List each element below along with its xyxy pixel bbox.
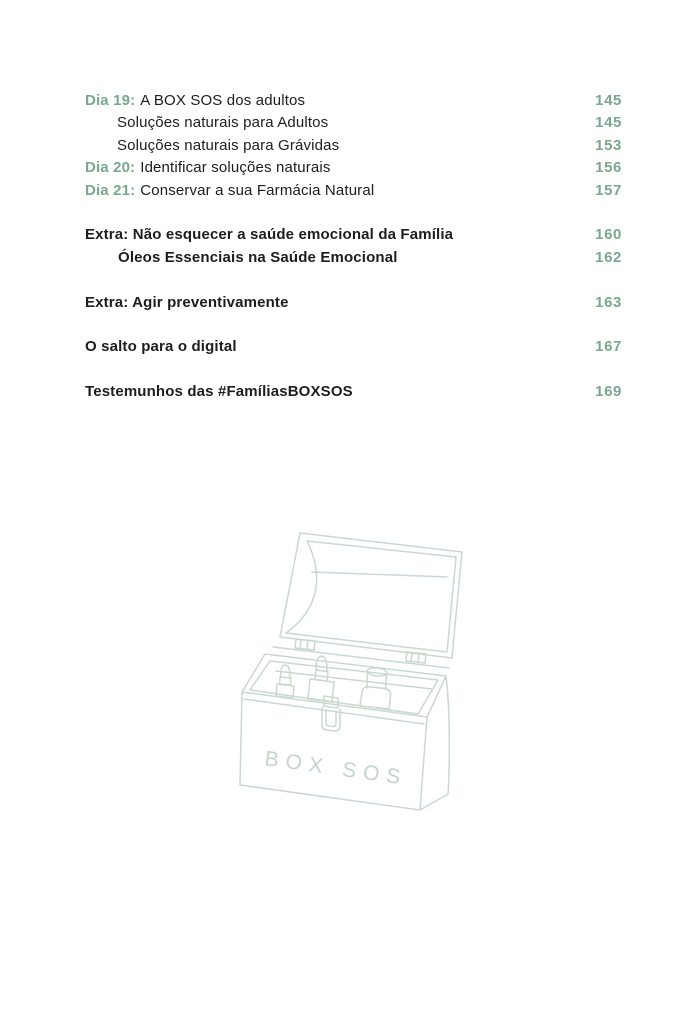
toc-entry-label (85, 224, 595, 246)
toc-entry-dia-20 (85, 157, 622, 179)
toc-entry-text: Extra: Não esquecer a saúde emocional da Família (85, 226, 454, 244)
toc-entry-extra-saude-emocional (85, 224, 622, 246)
hinge-left (295, 639, 315, 650)
toc-entry-text: A BOX SOS dos adultos (140, 92, 306, 109)
toc-page-number: 163 (595, 293, 622, 311)
toc-entry-dia-21 (85, 180, 622, 202)
toc-page-number: 145 (595, 114, 622, 132)
box-lid-outline (280, 533, 462, 658)
toc-entry-extra-agir (85, 292, 622, 314)
toc-page-number: 160 (595, 226, 622, 244)
box-lid-curve (286, 541, 317, 633)
toc-page-number: 169 (595, 383, 622, 401)
toc-entry-testemunhos (85, 381, 622, 403)
toc-page-number: 153 (595, 136, 622, 154)
toc-entry-label (85, 381, 595, 403)
toc-entry-prefix: Dia 19: (85, 92, 136, 109)
toc-page-number: 145 (595, 92, 622, 109)
box-lid-inner (286, 541, 456, 652)
toc-entry-text: Conservar a sua Farmácia Natural (140, 181, 375, 199)
toc-entry-text: Testemunhos das #FamíliasBOXSOS (85, 383, 353, 401)
toc-entry-prefix: Dia 21: (85, 181, 136, 199)
box-sos-illustration (228, 518, 478, 818)
toc-page-number: 156 (595, 159, 622, 177)
toc-entry-label (85, 336, 595, 358)
box-lid-crease (312, 572, 447, 577)
box-interior-line (276, 671, 432, 689)
bottle-middle-bulb (316, 656, 327, 671)
box-sos-caption: BOX SOS (263, 747, 409, 790)
toc-page-number: 157 (595, 181, 622, 199)
toc-entry-label (85, 90, 595, 112)
toc-entry-label (85, 180, 595, 202)
hinge-left-detail (300, 640, 308, 649)
toc-entry-salto-digital (85, 336, 622, 358)
toc-entry-solucoes-gravidas (85, 135, 622, 157)
toc-entry-label (85, 292, 595, 314)
toc-entry-prefix: Dia 20: (85, 159, 136, 177)
toc-entry-text: Óleos Essenciais na Saúde Emocional (118, 248, 398, 266)
hinge-right (406, 652, 426, 663)
toc-entry-label (85, 112, 595, 134)
toc-entry-label (85, 135, 595, 157)
toc-entry-oleos-essenciais (85, 247, 622, 269)
toc-entry-text: Soluções naturais para Adultos (117, 114, 329, 132)
toc-entry-text: O salto para o digital (85, 338, 237, 356)
toc-entry-text: Identificar soluções naturais (140, 159, 331, 177)
table-of-contents (85, 90, 622, 403)
toc-entry-label (85, 157, 595, 179)
toc-entry-solucoes-adultos (85, 112, 622, 134)
latch-inner (326, 710, 336, 727)
toc-entry-text: Soluções naturais para Grávidas (117, 136, 340, 154)
toc-entry-dia-19 (85, 90, 622, 112)
toc-entry-label (85, 247, 595, 269)
toc-entry-text: Extra: Agir preventivamente (85, 293, 289, 311)
toc-page-number: 167 (595, 338, 622, 356)
toc-page-number: 162 (595, 248, 622, 266)
